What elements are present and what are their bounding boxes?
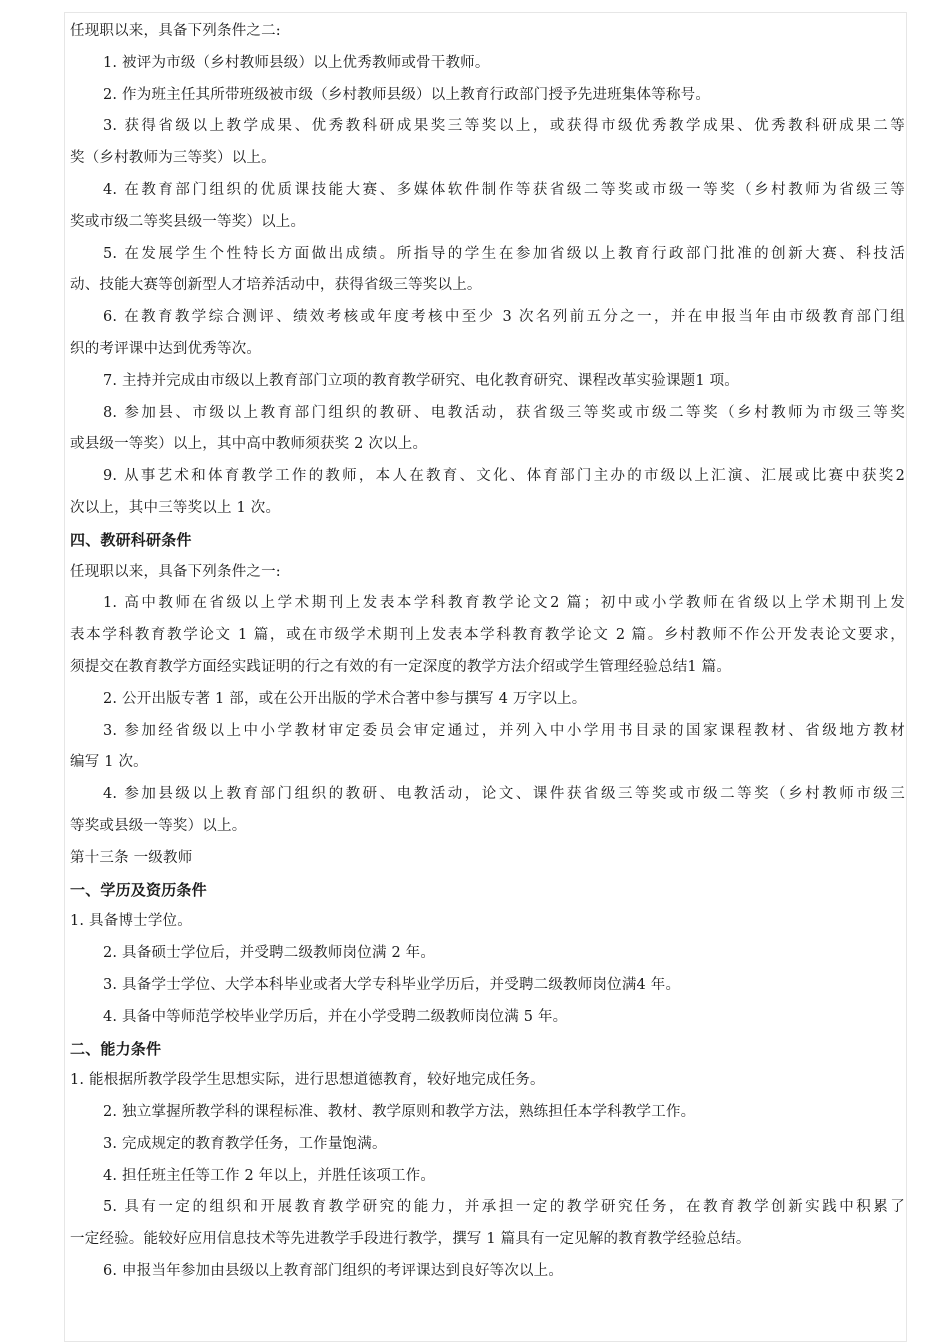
text-line: 2. 公开出版专著 1 部，或在公开出版的学术合著中参与撰写 4 万字以上。 <box>103 690 587 707</box>
document-body <box>70 16 905 1288</box>
text-line: 任现职以来，具备下列条件之一: <box>70 563 281 580</box>
text-line: 表本学科教育教学论文 1 篇，或在市级学术期刊上发表本学科教育教学论文 2 篇。乡村教师不作公开发表论文要求， <box>70 627 905 644</box>
text-line: 2. 独立掌握所教学科的课程标准、教材、教学原则和教学方法，熟练担任本学科教学工作。 <box>103 1104 696 1121</box>
text-line: 奖或市级二等奖县级一等奖）以上。 <box>70 213 306 230</box>
text-line: 编写 1 次。 <box>70 754 148 771</box>
text-line: 奖（乡村教师为三等奖）以上。 <box>70 150 276 167</box>
text-line: 3. 参加经省级以上中小学教材审定委员会审定通过，并列入中小学用书目录的国家课程教材、省级地方教材 <box>103 722 905 739</box>
text-line: 1. 具备博士学位。 <box>70 913 192 930</box>
text-line: 3. 获得省级以上教学成果、优秀教科研成果奖三等奖以上，或获得市级优秀教学成果、优秀教科研成果二等 <box>103 118 905 135</box>
text-line: 第十三条 一级教师 <box>70 849 193 866</box>
section-heading: 一、学历及资历条件 <box>70 880 207 899</box>
text-line: 5. 具有一定的组织和开展教育教学研究的能力，并承担一定的教学研究任务，在教育教学创新实践中积累了 <box>103 1199 905 1216</box>
text-line: 或县级一等奖）以上，其中高中教师须获奖 2 次以上。 <box>70 436 428 453</box>
text-line: 织的考评课中达到优秀等次。 <box>70 340 262 357</box>
text-line: 6. 在教育教学综合测评、绩效考核或年度考核中至少 3 次名列前五分之一，并在申报当年由市级教育部门组 <box>103 309 905 326</box>
text-line: 7. 主持并完成由市级以上教育部门立项的教育教学研究、电化教育研究、课程改革实验课题1 项。 <box>103 372 739 389</box>
text-line: 1. 被评为市级（乡村教师县级）以上优秀教师或骨干教师。 <box>103 54 490 71</box>
text-line: 3. 完成规定的教育教学任务，工作量饱满。 <box>103 1135 387 1152</box>
text-line: 任现职以来，具备下列条件之二: <box>70 23 281 39</box>
text-line: 次以上，其中三等奖以上 1 次。 <box>70 499 281 516</box>
text-line: 一定经验。能较好应用信息技术等先进教学手段进行教学，撰写 1 篇具有一定见解的教育教学经验总结。 <box>70 1231 751 1248</box>
text-line: 须提交在教育教学方面经实践证明的行之有效的有一定深度的教学方法介绍或学生管理经验总结1 篇。 <box>70 658 732 675</box>
text-line: 4. 具备中等师范学校毕业学历后，并在小学受聘二级教师岗位满 5 年。 <box>103 1008 568 1025</box>
text-line: 3. 具备学士学位、大学本科毕业或者大学专科毕业学历后，并受聘二级教师岗位满4 年。 <box>103 976 681 993</box>
text-line: 4. 担任班主任等工作 2 年以上，并胜任该项工作。 <box>103 1167 436 1184</box>
section-heading: 二、能力条件 <box>70 1039 162 1058</box>
text-line: 1. 能根据所教学段学生思想实际，进行思想道德教育，较好地完成任务。 <box>70 1072 545 1089</box>
text-line: 动、技能大赛等创新型人才培养活动中，获得省级三等奖以上。 <box>70 277 482 294</box>
text-line: 4. 在教育部门组织的优质课技能大赛、多媒体软件制作等获省级二等奖或市级一等奖（乡村教师为省级三等 <box>103 181 905 198</box>
text-line: 4. 参加县级以上教育部门组织的教研、电教活动，论文、课件获省级三等奖或市级二等奖（乡村教师市级三 <box>103 786 905 803</box>
text-line: 8. 参加县、市级以上教育部门组织的教研、电教活动，获省级三等奖或市级二等奖（乡村教师为市级三等奖 <box>103 404 905 421</box>
text-line: 等奖或县级一等奖）以上。 <box>70 817 247 834</box>
text-line: 2. 作为班主任其所带班级被市级（乡村教师县级）以上教育行政部门授予先进班集体等称号。 <box>103 86 711 103</box>
text-line: 2. 具备硕士学位后，并受聘二级教师岗位满 2 年。 <box>103 945 436 962</box>
text-line: 5. 在发展学生个性特长方面做出成绩。所指导的学生在参加省级以上教育行政部门批准的创新大赛、科技活 <box>103 245 905 262</box>
section-heading: 四、教研科研条件 <box>70 530 192 549</box>
text-line: 1. 高中教师在省级以上学术期刊上发表本学科教育教学论文2 篇；初中或小学教师在省级以上学术期刊上发 <box>103 595 905 612</box>
text-line: 6. 申报当年参加由县级以上教育部门组织的考评课达到良好等次以上。 <box>103 1263 564 1280</box>
text-line: 9. 从事艺术和体育教学工作的教师，本人在教育、文化、体育部门主办的市级以上汇演、汇展或比赛中获奖2 <box>103 468 905 485</box>
